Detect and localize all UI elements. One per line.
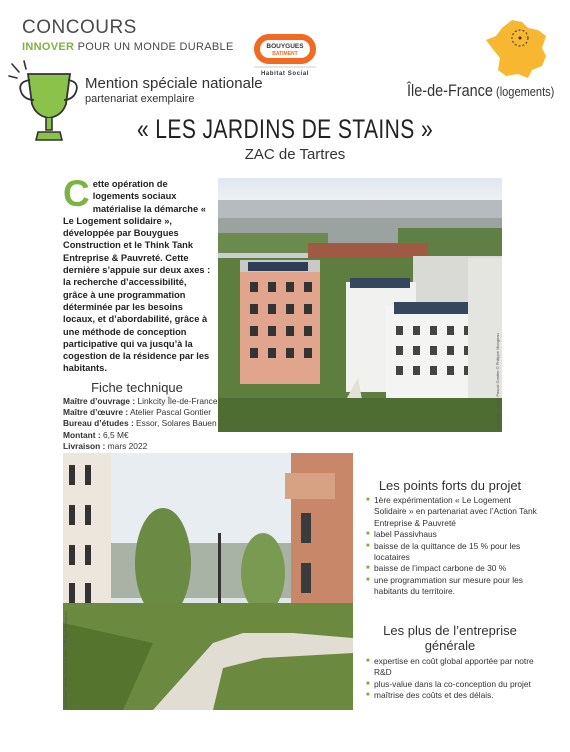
- list-item: ■ expertise en coût global apportée par notre R&D: [366, 656, 541, 679]
- points-title: Les points forts du projet: [378, 478, 522, 493]
- fiche-label: Maître d’œuvre :: [63, 407, 129, 418]
- bouygues-logo: [246, 32, 324, 80]
- list-item: ■ label Passivhaus: [366, 529, 541, 540]
- list-item: ■ baisse de la quittance de 15 % pour les locataires: [366, 541, 541, 564]
- photo1-credit: Architecte : Atelier Pascal Gontier © Philippe Mongeau: [495, 333, 500, 430]
- concours-heading: CONCOURS: [22, 17, 137, 38]
- fiche-label: Montant :: [63, 429, 101, 440]
- list-item: ■ plus-value dans la co-conception du projet: [366, 679, 541, 690]
- logo-brand-2: BATIMENT: [272, 51, 298, 57]
- fiche-list: [63, 396, 223, 452]
- fiche-title: Fiche technique: [91, 380, 183, 395]
- intro-paragraph: [63, 173, 211, 375]
- fiche-value: mars 2022: [105, 440, 148, 451]
- tagline: [22, 41, 234, 53]
- tagline-text: POUR UN MONDE DURABLE: [74, 41, 234, 53]
- intro-text: ette opération de logements sociaux matérialise la démarche « Le Logement solidaire », développée par Bouygues Construction et le Think Tank Entreprise & Pauvreté. Cette dernière s’appuie sur deux axes : la recherche d’accessibilité, grâce à une programmation déterminée par les besoins locaux, et d’abordabilité, grâce à une méthode de conception participative qui va jusqu’à la cogestion de la résidence par les habitants.: [63, 179, 211, 374]
- region-sub: (logements): [492, 84, 555, 99]
- fiche-row: [63, 407, 223, 418]
- list-item: ■ une programmation sur mesure pour les habitants du territoire.: [366, 575, 541, 598]
- region-name: Île-de-France: [407, 81, 493, 100]
- mention-title: Mention spéciale nationale: [85, 75, 263, 92]
- mention-subtitle: partenariat exemplaire: [85, 93, 195, 105]
- logo-brand-1: BOUYGUES: [266, 43, 304, 50]
- project-title: « LES JARDINS DE STAINS »: [136, 114, 434, 144]
- france-map-icon: [482, 18, 552, 80]
- points-list: [366, 495, 541, 598]
- fiche-value: 6,5 M€: [100, 429, 129, 440]
- fiche-row: [63, 396, 223, 407]
- fiche-value: Essor, Solares Bauen: [133, 418, 217, 429]
- plus-list: [366, 656, 541, 702]
- fiche-label: Maître d’ouvrage :: [63, 396, 136, 406]
- dropcap: C: [63, 173, 90, 214]
- fiche-row: [63, 441, 223, 452]
- innover-label: INNOVER: [22, 41, 75, 53]
- fiche-label: Livraison :: [63, 440, 106, 451]
- fiche-row: [63, 418, 223, 429]
- list-item: ■ maîtrise des coûts et des délais.: [366, 690, 541, 701]
- logo-mark: [246, 32, 324, 80]
- logo-caption: Habitat Social: [260, 71, 310, 77]
- fiche-label: Bureau d’études :: [63, 418, 134, 429]
- photo2-credit: Architecte : Atelier Pascal Gontier © Philippe Mongeau: [63, 611, 68, 708]
- aerial-photo: [218, 178, 502, 432]
- project-subtitle: ZAC de Tartres: [244, 146, 346, 163]
- fiche-value: Atelier Pascal Gontier: [128, 407, 212, 418]
- garden-photo: [63, 453, 353, 710]
- fiche-value: Linkcity Île-de-France: [135, 396, 218, 406]
- fiche-row: [63, 430, 223, 441]
- list-item: ■ 1ère expérimentation « Le Logement Solidaire » en partenariat avec l’Action Tank Entreprise & Pauvreté: [366, 495, 541, 529]
- plus-title: Les plus de l’entreprise générale: [383, 623, 517, 653]
- list-item: ■ baisse de l’impact carbone de 30 %: [366, 563, 541, 574]
- region-label: [407, 81, 554, 101]
